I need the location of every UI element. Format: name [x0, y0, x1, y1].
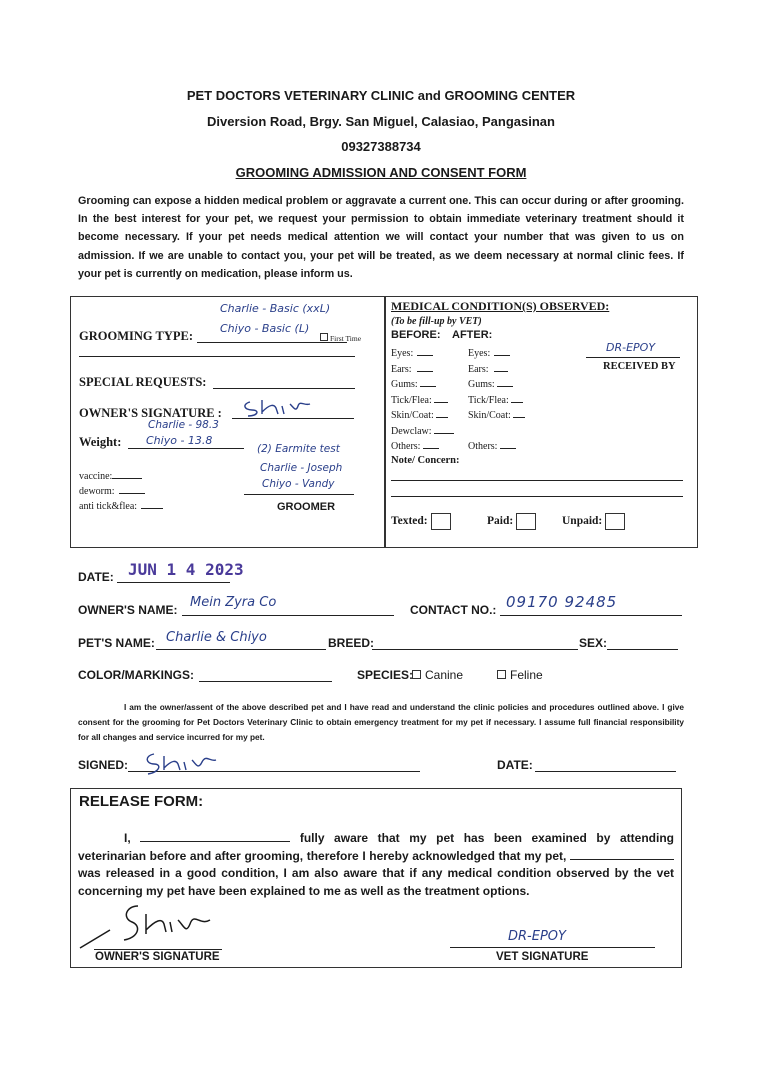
before-skin: Skin/Coat: [391, 410, 434, 421]
before-row [391, 424, 454, 440]
date-line[interactable] [117, 582, 230, 583]
before-row [391, 408, 454, 424]
received-by-signature: DR-EPOY [606, 341, 656, 354]
weight-label: Weight: [79, 435, 122, 449]
weight-line[interactable] [128, 448, 244, 449]
after-others: Others: [468, 441, 498, 452]
breed-line[interactable] [372, 649, 578, 650]
before-others: Others: [391, 441, 421, 452]
grooming-type-label: GROOMING TYPE: [79, 329, 194, 343]
received-by-line [586, 357, 680, 358]
texted-checkbox[interactable] [431, 513, 451, 530]
clinic-address: Diversion Road, Brgy. San Miguel, Calasiao, Pangasinan [207, 114, 555, 129]
note-line-1[interactable] [391, 480, 683, 481]
contact-line[interactable] [500, 615, 682, 616]
date-stamp: JUN 1 4 2023 [128, 560, 244, 579]
first-time-checkbox[interactable] [320, 333, 328, 341]
paid-field [487, 513, 536, 530]
before-skin-line[interactable] [436, 417, 448, 418]
pet-name-value: Charlie & Chiyo [166, 630, 267, 645]
consent-paragraph: I am the owner/assent of the above described pet and I have read and understand the clinic policies and procedures outlined above. I give consent for the grooming for Pet Doctors Veterinary Clinic to obtain emergency treatment for my pet if necessary. I assume full financial responsibility for all changes and service incurred for my pet. [78, 702, 684, 742]
before-dewclaw-line[interactable] [434, 433, 454, 434]
vet-signature-label: VET SIGNATURE [496, 951, 589, 963]
contact-value: 09170 92485 [506, 593, 618, 611]
species-canine[interactable] [412, 668, 463, 682]
after-gums: Gums: [468, 379, 495, 390]
feline-label: Feline [510, 668, 543, 682]
release-text-2: fully aware that my pet has been examined by attending veterinarian before and after grooming, therefore I hereby acknowledged that my pet, [78, 831, 674, 863]
feline-checkbox[interactable] [497, 670, 506, 679]
note-line-2[interactable] [391, 496, 683, 497]
before-eyes: Eyes: [391, 348, 414, 359]
medical-condition-title: MEDICAL CONDITION(S) OBSERVED: [391, 299, 610, 313]
before-label: BEFORE: [391, 329, 441, 341]
groomer-line [244, 494, 354, 495]
weight-value-1: Charlie - 98.3 [148, 419, 219, 431]
after-tick-line[interactable] [511, 402, 523, 403]
special-requests-label: SPECIAL REQUESTS: [79, 375, 207, 389]
groomer-label: GROOMER [277, 501, 336, 513]
pet-name-label: PET'S NAME: [78, 636, 155, 650]
signed-label: SIGNED: [78, 758, 129, 772]
sex-label: SEX: [579, 636, 608, 650]
canine-checkbox[interactable] [412, 670, 421, 679]
before-row [391, 439, 454, 455]
before-ears: Ears: [391, 363, 412, 375]
signed-date-label: DATE: [497, 758, 533, 772]
before-ears-line[interactable] [417, 371, 433, 372]
medical-condition-subtitle: (To be fill-up by VET) [391, 316, 482, 327]
after-skin-line[interactable] [513, 417, 525, 418]
release-pet-line[interactable] [570, 859, 674, 860]
before-column [391, 346, 454, 455]
owner-signature-release [76, 900, 226, 952]
owner-name-value: Mein Zyra Co [190, 595, 277, 610]
before-tick: Tick/Flea: [391, 394, 432, 406]
before-row [391, 362, 454, 378]
anti-tick-line[interactable] [141, 508, 163, 509]
earmite-note: (2) Earmite test [257, 443, 340, 455]
groomer-value-1: Charlie - Joseph [260, 462, 343, 474]
before-dewclaw: Dewclaw: [391, 425, 432, 437]
vet-signature-line [450, 947, 655, 948]
vaccine-line[interactable] [112, 478, 142, 479]
species-feline[interactable] [497, 668, 543, 682]
owner-signature-consent [140, 748, 230, 778]
box-divider [384, 296, 386, 548]
before-gums: Gums: [391, 379, 418, 390]
before-row [391, 346, 454, 362]
before-tick-line[interactable] [434, 402, 448, 403]
owner-name-label: OWNER'S NAME: [78, 603, 178, 617]
paid-checkbox[interactable] [516, 513, 536, 530]
before-others-line[interactable] [423, 448, 439, 449]
color-label: COLOR/MARKINGS: [78, 668, 194, 682]
after-row [468, 439, 525, 455]
deworm-line[interactable] [119, 493, 145, 494]
species-label: SPECIES: [357, 668, 414, 682]
special-requests-line[interactable] [213, 388, 355, 389]
after-ears: Ears: [468, 363, 489, 375]
groomer-value-2: Chiyo - Vandy [262, 478, 335, 490]
deworm-text: deworm: [79, 486, 115, 497]
anti-tick-text: anti tick&flea: [79, 501, 138, 512]
release-form-title: RELEASE FORM: [79, 793, 204, 810]
anti-tick-label [79, 501, 163, 512]
clinic-name: PET DOCTORS VETERINARY CLINIC and GROOMING CENTER [186, 88, 576, 103]
form-title: GROOMING ADMISSION AND CONSENT FORM [235, 165, 527, 180]
first-time-label [320, 333, 361, 343]
before-eyes-line[interactable] [417, 355, 433, 356]
release-text-i: I, [124, 831, 131, 845]
after-gums-line[interactable] [497, 386, 513, 387]
before-row [391, 393, 454, 409]
paid-label: Paid: [487, 515, 514, 528]
after-column [468, 346, 525, 455]
release-paragraph [78, 830, 674, 900]
after-row [468, 346, 525, 362]
owner-signature-release-line [94, 949, 222, 950]
texted-label: Texted: [391, 515, 428, 528]
pet-name-line[interactable] [156, 649, 326, 650]
after-row [468, 362, 525, 378]
vet-signature-value: DR-EPOY [508, 929, 566, 944]
unpaid-label: Unpaid: [562, 515, 603, 528]
before-gums-line[interactable] [420, 386, 436, 387]
sex-line[interactable] [607, 649, 678, 650]
signed-date-line[interactable] [535, 771, 676, 772]
breed-label: BREED: [328, 636, 375, 650]
release-text-3: was released in a good condition, I am also aware that if any medical condition observed by the vet concerning my pet have been explained to me as well as the treatment options. [78, 866, 674, 898]
after-eyes-line[interactable] [494, 355, 510, 356]
owner-signature-top [240, 394, 330, 420]
after-row [468, 377, 525, 393]
after-ears-line[interactable] [494, 371, 508, 372]
grooming-extra-line [79, 356, 355, 357]
owner-signature-label: OWNER'S SIGNATURE : [79, 406, 222, 420]
intro-paragraph: Grooming can expose a hidden medical problem or aggravate a current one. This can occur during or after grooming. In the best interest for your pet, we request your permission to obtain immediate veterinary treatment should it become necessary. If your pet needs medical attention we will contact your number that was given to us on admission. If we are unable to contact you, your pet will be treated, as we deem necessary at normal clinic fees. If your pet is currently on medication, please inform us. [78, 195, 684, 280]
grooming-type-value-2: Chiyo - Basic (L) [220, 322, 310, 335]
after-tick: Tick/Flea: [468, 394, 509, 406]
after-skin: Skin/Coat: [468, 410, 511, 421]
unpaid-checkbox[interactable] [605, 513, 625, 530]
after-row [468, 408, 525, 424]
vaccine-label [79, 471, 142, 482]
after-row [468, 393, 525, 409]
unpaid-field [562, 513, 625, 530]
owner-signature-release-label: OWNER'S SIGNATURE [95, 951, 220, 963]
after-row-empty [468, 424, 525, 440]
before-row [391, 377, 454, 393]
clinic-phone: 09327388734 [341, 139, 421, 154]
weight-value-2: Chiyo - 13.8 [146, 434, 213, 447]
note-concern-label: Note/ Concern: [391, 455, 460, 466]
contact-label: CONTACT NO.: [410, 603, 497, 617]
owner-name-line[interactable] [182, 615, 394, 616]
date-label: DATE: [78, 570, 114, 584]
canine-label: Canine [425, 668, 464, 682]
color-line[interactable] [199, 681, 332, 682]
after-eyes: Eyes: [468, 348, 491, 359]
grooming-type-value-1: Charlie - Basic (xxL) [220, 302, 331, 315]
after-others-line[interactable] [500, 448, 516, 449]
vaccine-text: vaccine: [79, 471, 113, 482]
texted-field [391, 513, 451, 530]
release-name-line[interactable] [140, 841, 290, 842]
deworm-label [79, 486, 145, 497]
received-by-label: RECEIVED BY [603, 361, 676, 372]
first-time-text: First Time [330, 334, 362, 343]
after-label: AFTER: [452, 329, 493, 341]
